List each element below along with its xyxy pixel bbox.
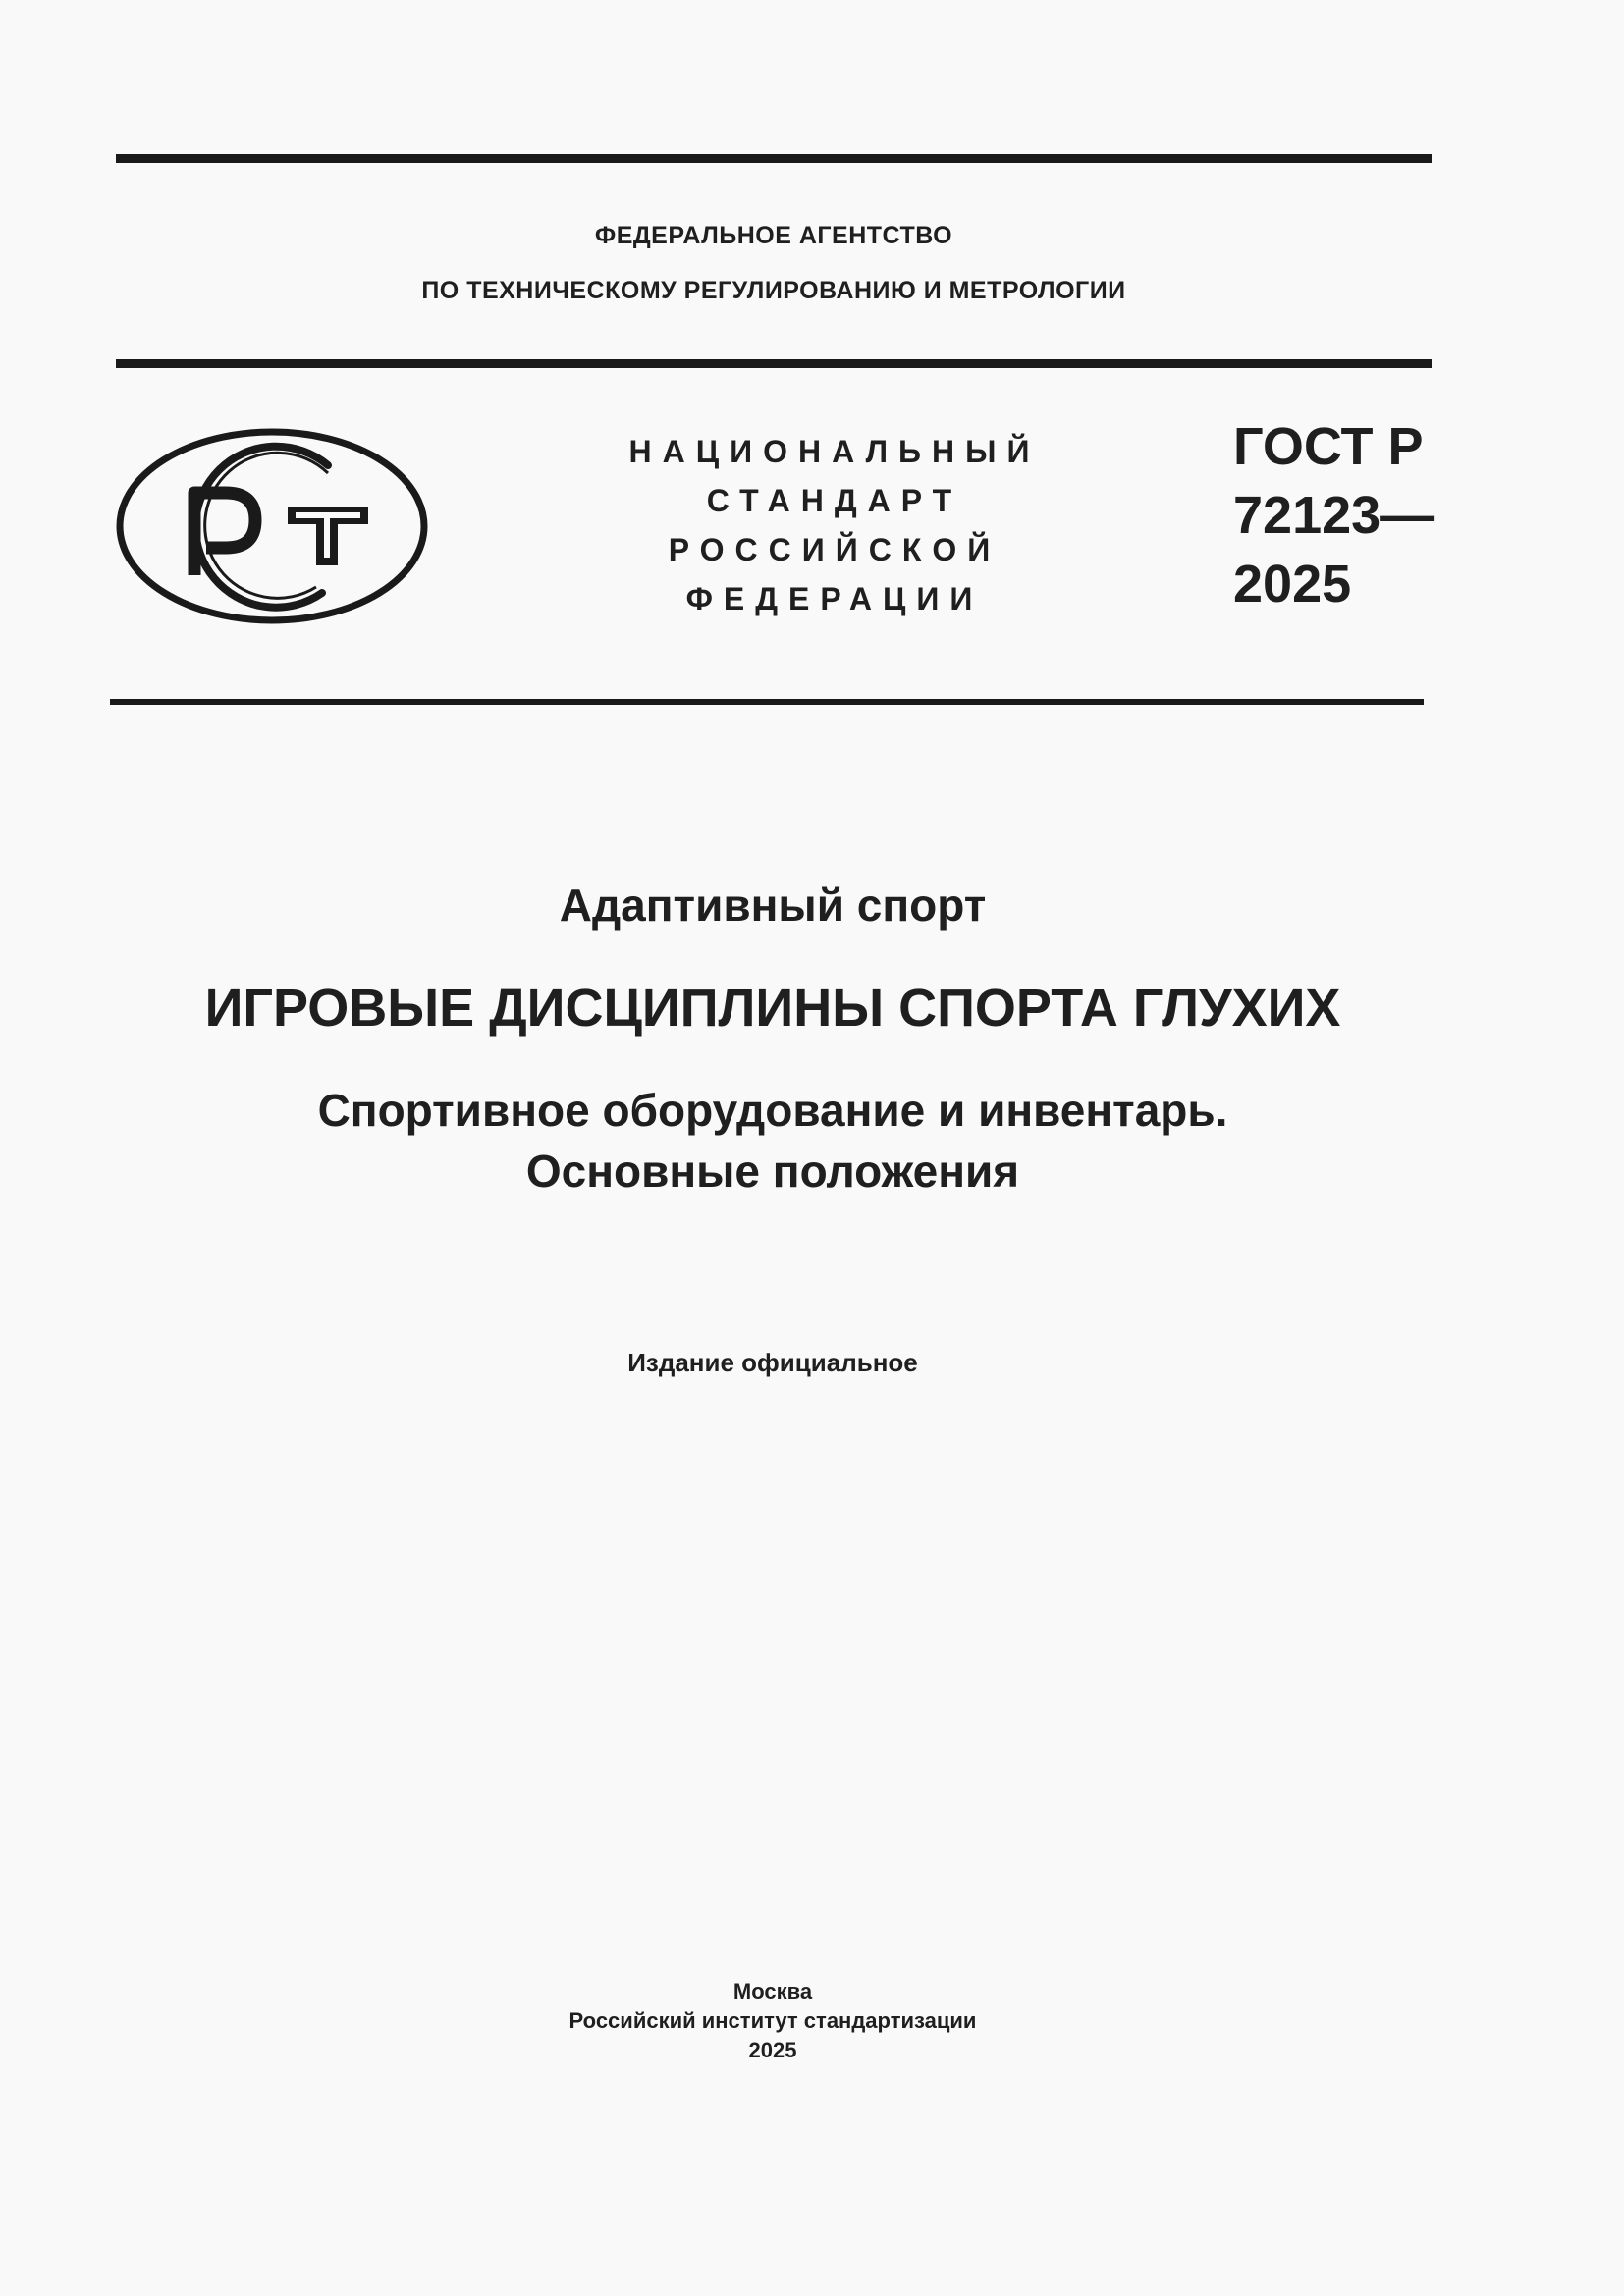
agency-name-line2: ПО ТЕХНИЧЕСКОМУ РЕГУЛИРОВАНИЮ И МЕТРОЛОГИИ: [421, 277, 1126, 304]
title-sub-line1: Спортивное оборудование и инвентарь.: [317, 1085, 1228, 1136]
imprint-year: 2025: [748, 2038, 797, 2062]
national-standard-line4: ФЕДЕРАЦИИ: [685, 581, 984, 616]
title-area: Адаптивный спорт: [559, 880, 987, 931]
agency-name-line1: ФЕДЕРАЛЬНОЕ АГЕНТСТВО: [594, 222, 953, 249]
national-standard-line2: СТАНДАРТ: [706, 483, 963, 518]
imprint-publisher: Российский институт стандартизации: [568, 2008, 977, 2033]
imprint-city: Москва: [732, 1979, 813, 2003]
title-sub: [0, 1080, 1545, 1201]
rst-certification-mark-icon: [116, 428, 428, 624]
edition-note: Издание официальное: [627, 1348, 918, 1377]
standard-designation: [1233, 412, 1434, 618]
designation-line1: ГОСТ Р: [1233, 417, 1424, 476]
national-standard-line3: РОССИЙСКОЙ: [668, 532, 1001, 567]
agency-bottom-rule: [116, 359, 1432, 368]
title-main: ИГРОВЫЕ ДИСЦИПЛИНЫ СПОРТА ГЛУХИХ: [204, 979, 1341, 1038]
designation-line2: 72123—: [1233, 486, 1435, 545]
title-sub-line2: Основные положения: [525, 1146, 1020, 1197]
masthead-bottom-rule: [110, 699, 1424, 705]
imprint: [0, 1977, 1545, 2065]
top-rule: [116, 154, 1432, 163]
national-standard-line1: НАЦИОНАЛЬНЫЙ: [628, 434, 1041, 469]
designation-line3: 2025: [1233, 555, 1352, 614]
